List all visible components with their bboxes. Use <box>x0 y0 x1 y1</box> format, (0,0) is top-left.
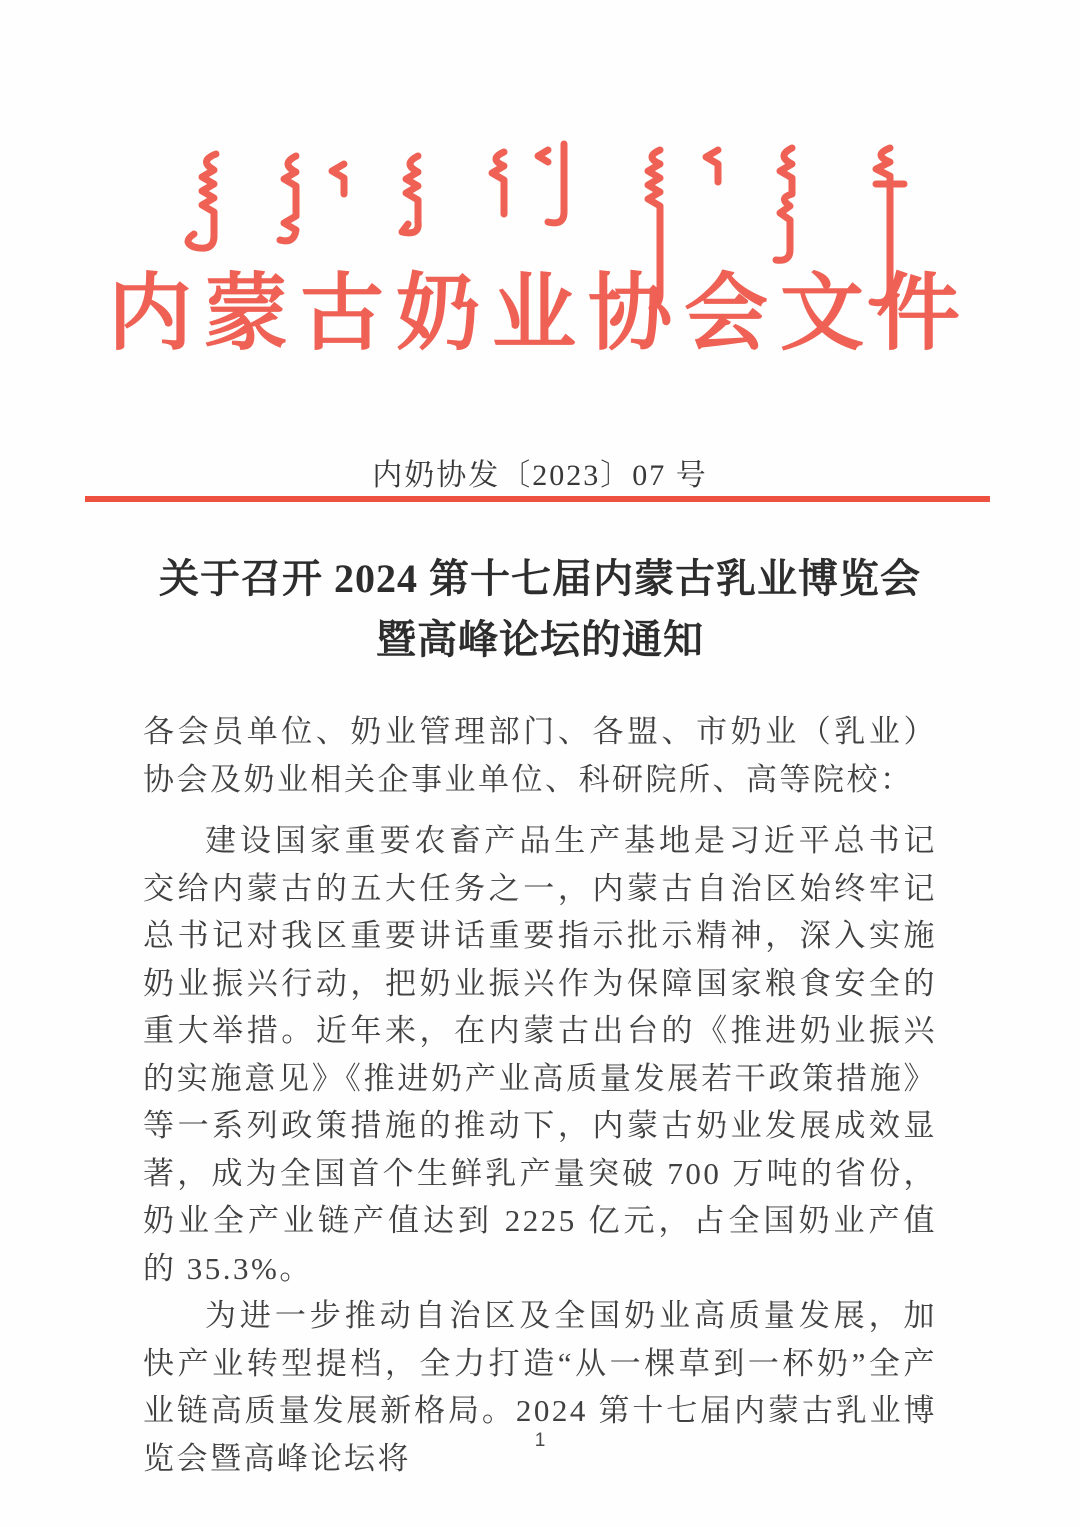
red-divider-line <box>85 496 990 502</box>
body-paragraph-2: 为进一步推动自治区及全国奶业高质量发展，加快产业转型提档，全力打造“从一棵草到一杯奶”全产业链高质量发展新格局。2024 第十七届内蒙古乳业博览会暨高峰论坛将 <box>143 1298 937 1476</box>
notice-title-line-1: 关于召开 2024 第十七届内蒙古乳业博览会 <box>159 556 921 601</box>
notice-title-line-2: 暨高峰论坛的通知 <box>376 617 704 662</box>
agency-title: 内蒙古奶业协会文件 <box>107 268 972 361</box>
body-paragraph-1: 建设国家重要农畜产品生产基地是习近平总书记交给内蒙古的五大任务之一，内蒙古自治区始终牢记总书记对我区重要讲话重要指示批示精神，深入实施奶业振兴行动，把奶业振兴作为保障国家粮食安全的重大举措。近年来，在内蒙古出台的《推进奶业振兴的实施意见》《推进奶产业高质量发展若干政策措施》等一系列政策措施的推动下，内蒙古奶业发展成效显著，成为全国首个生鲜乳产量突破 700 万吨的省份，奶业全产业链产值达到 2225 亿元，占全国奶业产值的 35.3%。 <box>143 823 937 1286</box>
page-number: 1 <box>534 1430 546 1451</box>
notice-title <box>0 548 1080 670</box>
salutation: 各会员单位、奶业管理部门、各盟、市奶业（乳业）协会及奶业相关企事业单位、科研院所、高等院校： <box>143 714 937 797</box>
document-number: 内奶协发〔2023〕07 号 <box>372 459 708 492</box>
page-footer <box>0 1430 1080 1452</box>
document-body <box>143 708 937 1482</box>
